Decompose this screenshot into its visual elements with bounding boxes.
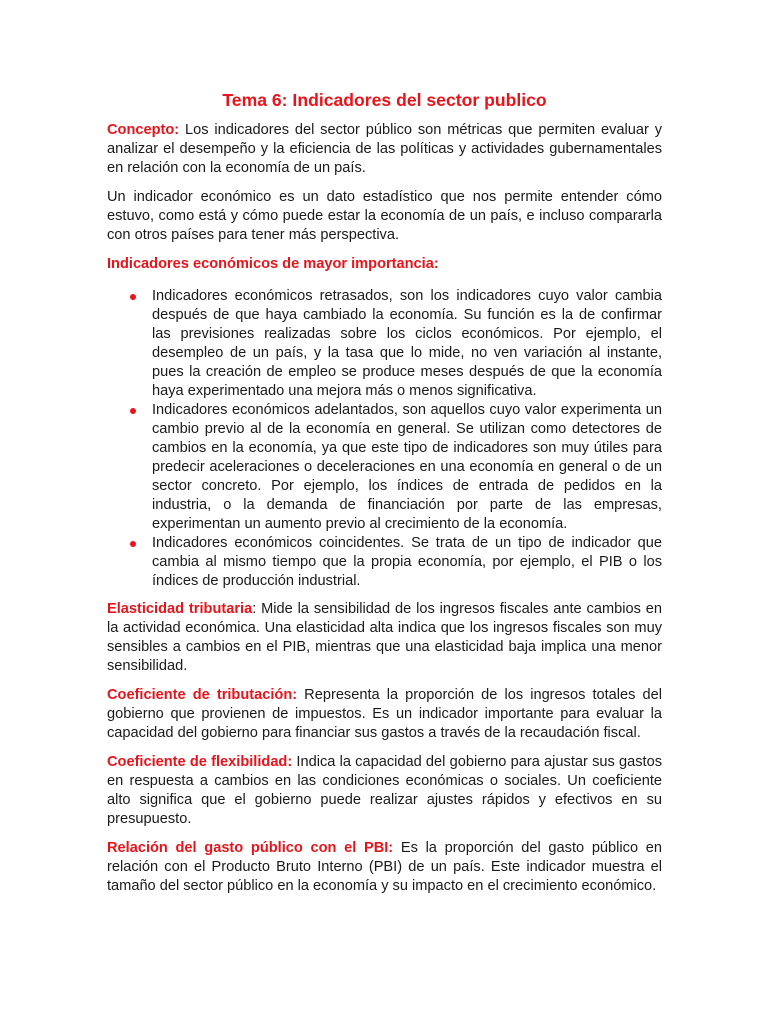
bullet-icon (130, 408, 136, 414)
indicators-list (107, 287, 662, 591)
elasticidad-label: Elasticidad tributaria (107, 601, 253, 617)
indicators-subheading: Indicadores económicos de mayor importancia: (107, 256, 439, 272)
flexibilidad-text: Indica la capacidad del gobierno para ajustar sus gastos en respuesta a cambios en las condiciones económicas o sociales. Un coeficiente alto significa que el gobierno puede realizar ajustes rápidos y efectivos en su presupuesto. (107, 754, 662, 827)
page-title: Tema 6: Indicadores del sector publico (222, 90, 547, 110)
list-item-text: Indicadores económicos coincidentes. Se trata de un tipo de indicador que cambia al mismo tiempo que la propia economía, por ejemplo, el PIB o los índices de producción industrial. (152, 535, 662, 589)
concepto-paragraph (107, 121, 662, 178)
concepto-label: Concepto: (107, 122, 180, 138)
list-item (107, 401, 662, 534)
tributacion-label: Coeficiente de tributación: (107, 687, 298, 703)
gasto-pbi-text: Es la proporción del gasto público en relación con el Producto Bruto Interno (PBI) de un país. Este indicador muestra el tamaño del sector público en la economía y su impacto en el crecimiento económico. (107, 840, 662, 894)
intro-paragraph: Un indicador económico es un dato estadístico que nos permite entender cómo estuvo, como está y cómo puede estar la economía de un país, e incluso compararla con otros países para tener más perspectiva. (107, 189, 662, 243)
elasticidad-text: : Mide la sensibilidad de los ingresos fiscales ante cambios en la actividad económica. Una elasticidad alta indica que los ingresos fiscales son muy sensibles a cambios en el PIB, mientras que una elasticidad baja implica una menor sensibilidad. (107, 601, 662, 674)
flexibilidad-paragraph (107, 753, 662, 829)
elasticidad-paragraph (107, 600, 662, 676)
document-page (107, 88, 662, 906)
bullet-icon (130, 294, 136, 300)
tributacion-paragraph (107, 686, 662, 743)
list-item-text: Indicadores económicos adelantados, son aquellos cuyo valor experimenta un cambio previo al de la economía en general. Se utilizan como detectores de cambios en la economía, ya que este tipo de indicadores son muy útiles para predecir aceleraciones o deceleraciones en una economía en general o de un sector concreto. Por ejemplo, los índices de entrada de pedidos en la industria, o la demanda de financiación por parte de las empresas, experimentan un aumento previo al crecimiento de la economía. (152, 402, 662, 532)
concepto-text: Los indicadores del sector público son métricas que permiten evaluar y analizar el desempeño y la eficiencia de las políticas y actividades gubernamentales en relación con la economía de un país. (107, 122, 662, 176)
list-item (107, 534, 662, 591)
flexibilidad-label: Coeficiente de flexibilidad: (107, 754, 293, 770)
bullet-icon (130, 541, 136, 547)
list-item-text: Indicadores económicos retrasados, son los indicadores cuyo valor cambia después de que haya cambiado la economía. Su función es la de confirmar las previsiones realizadas sobre los ciclos económicos. Por ejemplo, el desempleo de un país, y la tasa que lo mide, no ven variación al instante, pues la creación de empleo se produce meses después de que la economía haya experimentado una mejora más o menos significativa. (152, 288, 662, 399)
gasto-pbi-paragraph (107, 839, 662, 896)
list-item (107, 287, 662, 401)
gasto-pbi-label: Relación del gasto público con el PBI: (107, 840, 394, 856)
tributacion-text: Representa la proporción de los ingresos totales del gobierno que provienen de impuestos. Es un indicador importante para evaluar la capacidad del gobierno para financiar sus gastos a través de la recaudación fiscal. (107, 687, 662, 741)
